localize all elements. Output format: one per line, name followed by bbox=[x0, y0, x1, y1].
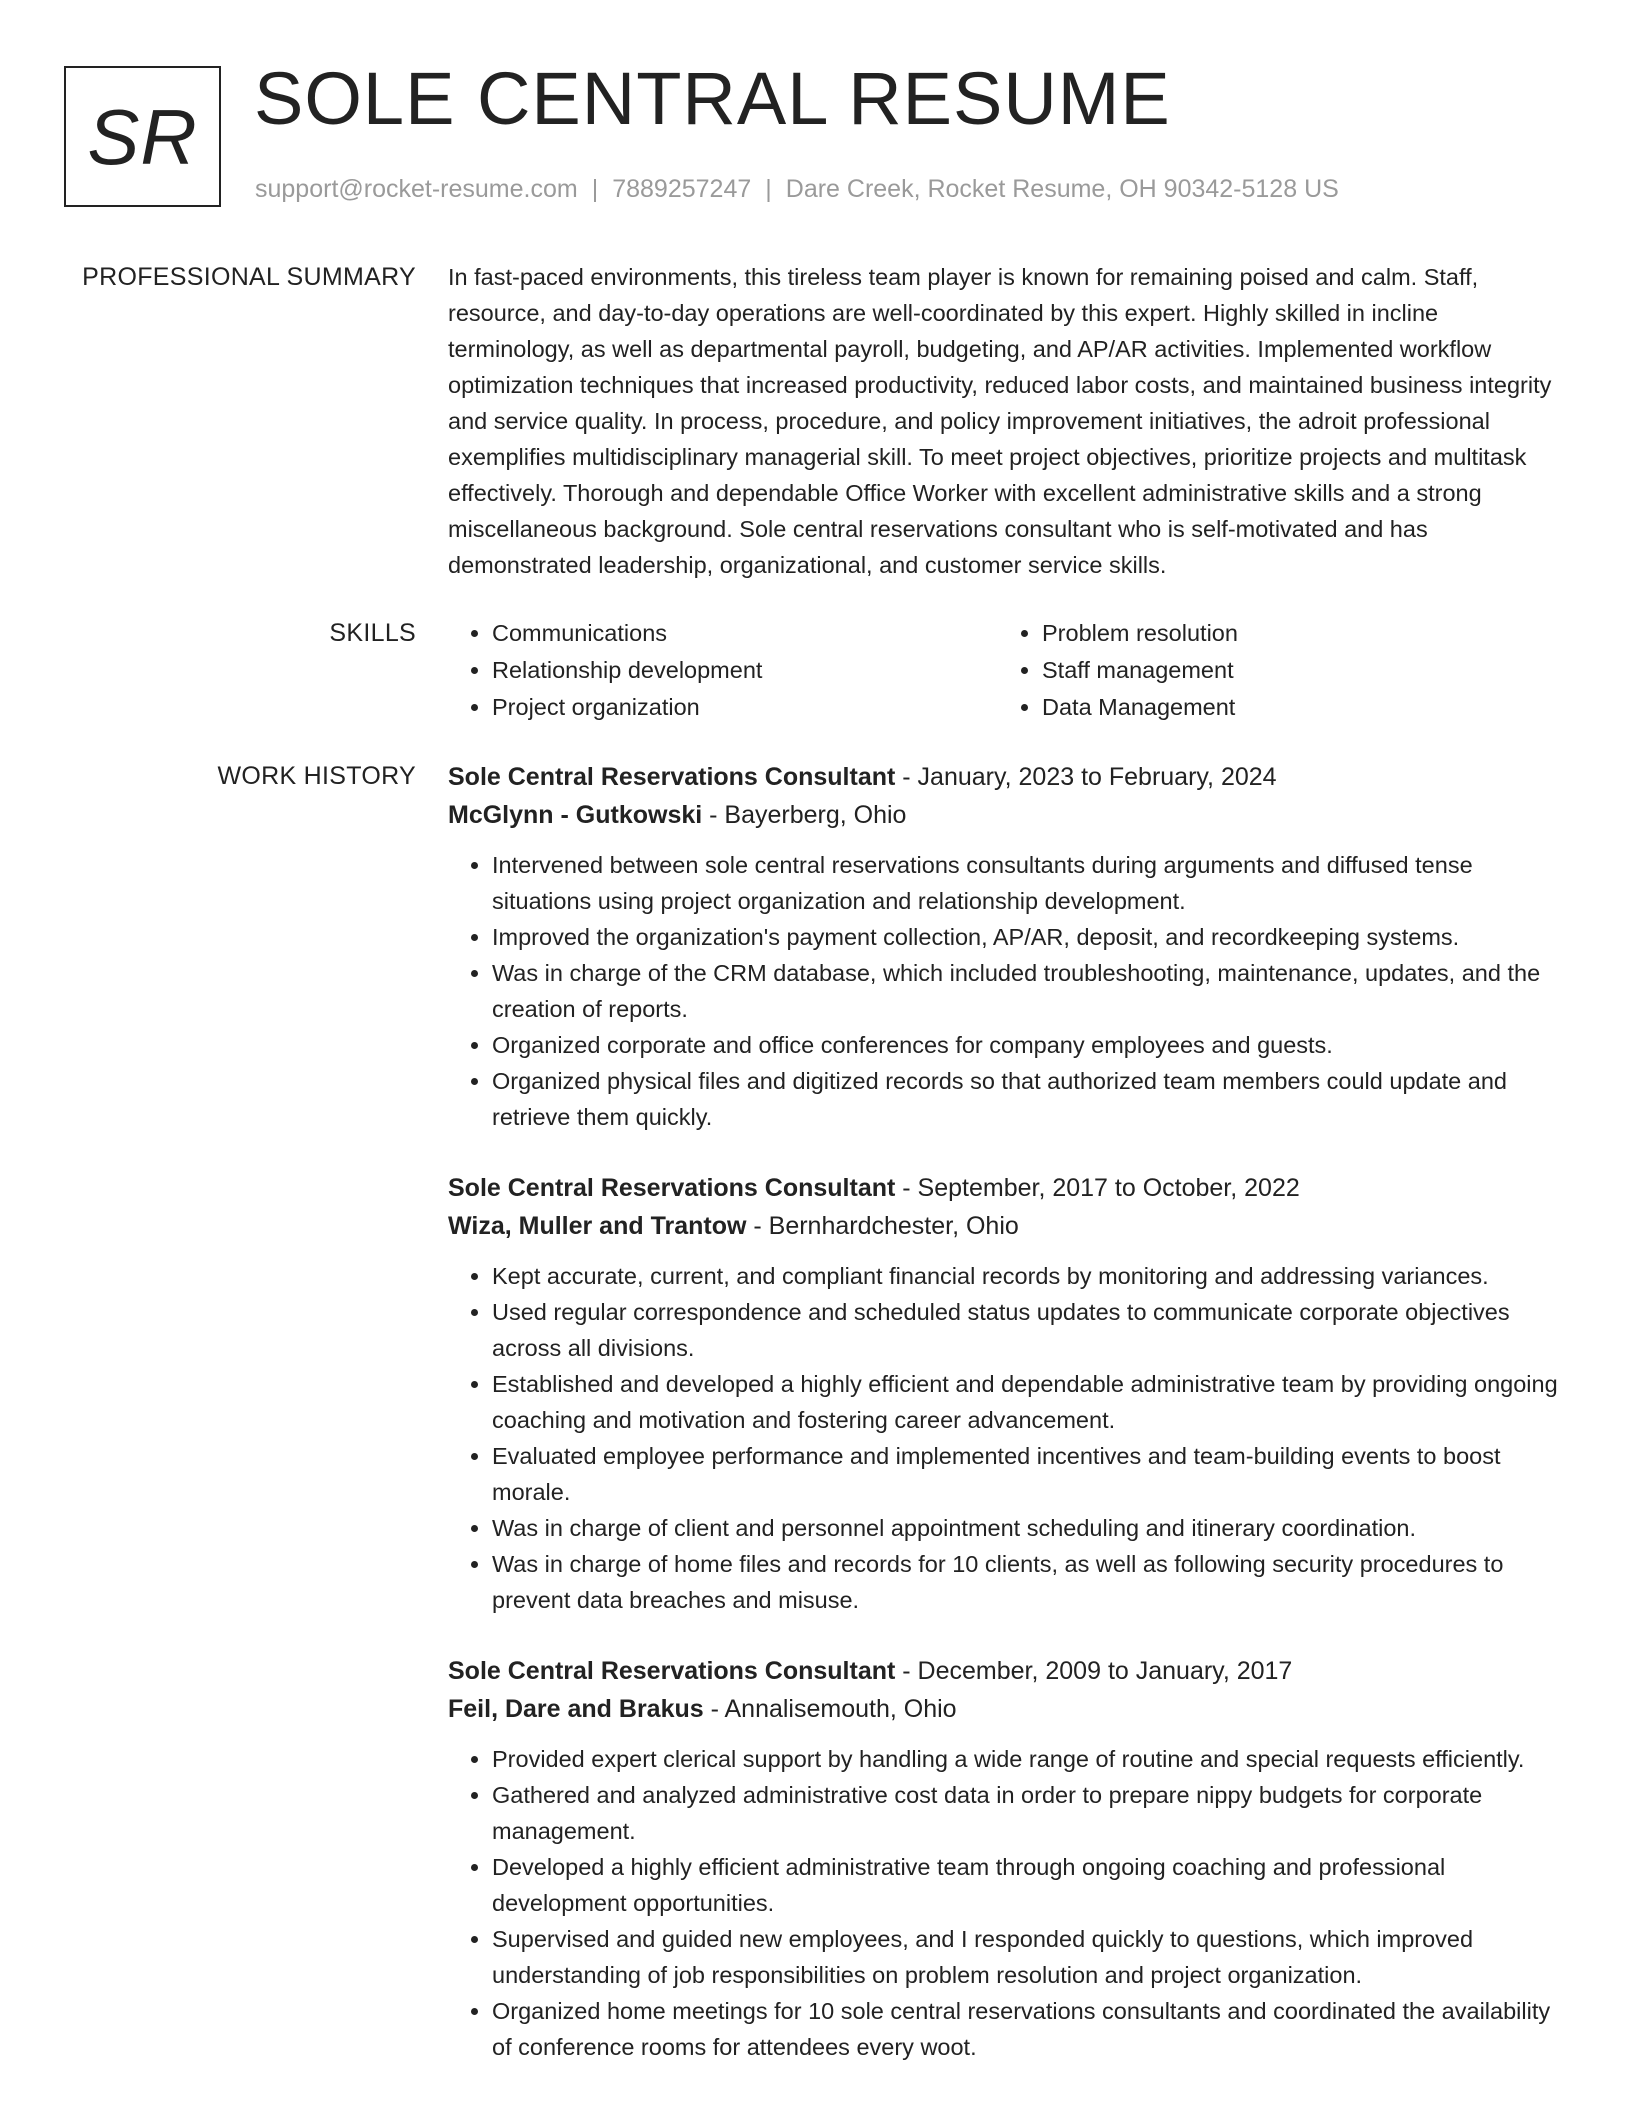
job-dates: - September, 2017 to October, 2022 bbox=[895, 1174, 1300, 1202]
job-company: McGlynn - Gutkowski bbox=[448, 801, 703, 829]
contact-email: support@rocket-resume.com bbox=[255, 175, 578, 203]
skill-item: • Relationship development bbox=[492, 652, 998, 689]
job-bullet: • Gathered and analyzed administrative cost data in order to prepare nippy budgets for corporate management. bbox=[492, 1777, 1560, 1849]
job-title: Sole Central Reservations Consultant bbox=[448, 1174, 896, 1202]
resume-name: SOLE CENTRAL RESUME bbox=[254, 57, 1171, 140]
work-history-heading: WORK HISTORY bbox=[217, 762, 416, 790]
skills-body bbox=[448, 615, 1560, 726]
contact-address: Dare Creek, Rocket Resume, OH 90342-5128 US bbox=[785, 175, 1339, 203]
job-company-line bbox=[448, 796, 1560, 834]
job-bullet: • Was in charge of home files and records for 10 clients, as well as following security procedures to prevent data breaches and misuse. bbox=[492, 1546, 1560, 1618]
job-bullet: • Kept accurate, current, and compliant financial records by monitoring and addressing variances. bbox=[492, 1258, 1560, 1294]
contact-separator: | bbox=[591, 175, 599, 203]
job-title: Sole Central Reservations Consultant bbox=[448, 1657, 896, 1685]
job-company: Feil, Dare and Brakus bbox=[448, 1695, 704, 1723]
job-entry bbox=[448, 1652, 1560, 2065]
skill-item: • Problem resolution bbox=[1042, 615, 1548, 652]
summary-text: In fast-paced environments, this tireless team player is known for remaining poised and calm. Staff, resource, and day-to-day operations are well-coordinated by this expert. Highly skilled in incline terminology, as well as departmental payroll, budgeting, and AP/AR activities. Implemented workflow optimization techniques that increased productivity, reduced labor costs, and maintained business integrity and service quality. In process, procedure, and policy improvement initiatives, the adroit professional exemplifies multidisciplinary managerial skill. To meet project objectives, prioritize projects and multitask effectively. Thorough and dependable Office Worker with excellent administrative skills and a strong miscellaneous background. Sole central reservations consultant who is self-motivated and has demonstrated leadership, organizational, and customer service skills. bbox=[448, 264, 1552, 578]
skills-heading: SKILLS bbox=[329, 619, 416, 647]
job-entry bbox=[448, 758, 1560, 1135]
skills-list-right bbox=[998, 615, 1548, 726]
contact-separator: | bbox=[765, 175, 772, 203]
job-bullet: • Was in charge of client and personnel appointment scheduling and itinerary coordination. bbox=[492, 1510, 1560, 1546]
job-bullet: • Organized home meetings for 10 sole central reservations consultants and coordinated the availability of conference rooms for attendees every woot. bbox=[492, 1993, 1560, 2065]
job-bullet: • Established and developed a highly efficient and dependable administrative team by providing ongoing coaching and motivation and fostering career advancement. bbox=[492, 1366, 1560, 1438]
skill-item: • Project organization bbox=[492, 689, 998, 726]
skill-item: • Data Management bbox=[1042, 689, 1548, 726]
contact-line bbox=[255, 174, 1339, 204]
job-bullet: • Used regular correspondence and scheduled status updates to communicate corporate objectives across all divisions. bbox=[492, 1294, 1560, 1366]
job-bullet-list bbox=[448, 1741, 1560, 2065]
job-title-line bbox=[448, 1169, 1560, 1207]
job-bullet: • Supervised and guided new employees, and I responded quickly to questions, which improved understanding of job responsibilities on problem resolution and project organization. bbox=[492, 1921, 1560, 1993]
job-bullet: • Improved the organization's payment collection, AP/AR, deposit, and recordkeeping systems. bbox=[492, 919, 1560, 955]
job-dates: - December, 2009 to January, 2017 bbox=[895, 1657, 1293, 1685]
job-location: - Bernhardchester, Ohio bbox=[746, 1212, 1019, 1240]
job-title: Sole Central Reservations Consultant bbox=[448, 763, 896, 791]
job-bullet: • Was in charge of the CRM database, which included troubleshooting, maintenance, updates, and the creation of reports. bbox=[492, 955, 1560, 1027]
job-bullet: • Evaluated employee performance and implemented incentives and team-building events to boost morale. bbox=[492, 1438, 1560, 1510]
summary-heading: PROFESSIONAL SUMMARY bbox=[82, 263, 416, 291]
contact-phone: 7889257247 bbox=[612, 175, 752, 203]
job-location: - Bayerberg, Ohio bbox=[702, 801, 907, 829]
job-dates: - January, 2023 to February, 2024 bbox=[895, 763, 1277, 791]
job-bullet: • Provided expert clerical support by handling a wide range of routine and special requests efficiently. bbox=[492, 1741, 1560, 1777]
job-bullet: • Organized physical files and digitized records so that authorized team members could update and retrieve them quickly. bbox=[492, 1063, 1560, 1135]
skill-item: • Staff management bbox=[1042, 652, 1548, 689]
job-title-line bbox=[448, 758, 1560, 796]
job-title-line bbox=[448, 1652, 1560, 1690]
skill-item: • Communications bbox=[492, 615, 998, 652]
job-company: Wiza, Muller and Trantow bbox=[448, 1212, 747, 1240]
job-location: - Annalisemouth, Ohio bbox=[703, 1695, 957, 1723]
monogram-box bbox=[64, 66, 221, 207]
work-history-body bbox=[448, 758, 1560, 2065]
job-company-line bbox=[448, 1690, 1560, 1728]
job-bullet: • Intervened between sole central reservations consultants during arguments and diffused tense situations using project organization and relationship development. bbox=[492, 847, 1560, 919]
skills-grid bbox=[448, 615, 1560, 726]
job-bullet-list bbox=[448, 847, 1560, 1135]
summary-body bbox=[448, 259, 1560, 583]
job-bullet: • Organized corporate and office conferences for company employees and guests. bbox=[492, 1027, 1560, 1063]
skills-list-left bbox=[448, 615, 998, 726]
job-company-line bbox=[448, 1207, 1560, 1245]
monogram-initials: SR bbox=[87, 92, 198, 181]
job-bullet-list bbox=[448, 1258, 1560, 1618]
job-bullet: • Developed a highly efficient administrative team through ongoing coaching and professional development opportunities. bbox=[492, 1849, 1560, 1921]
job-entry bbox=[448, 1169, 1560, 1618]
